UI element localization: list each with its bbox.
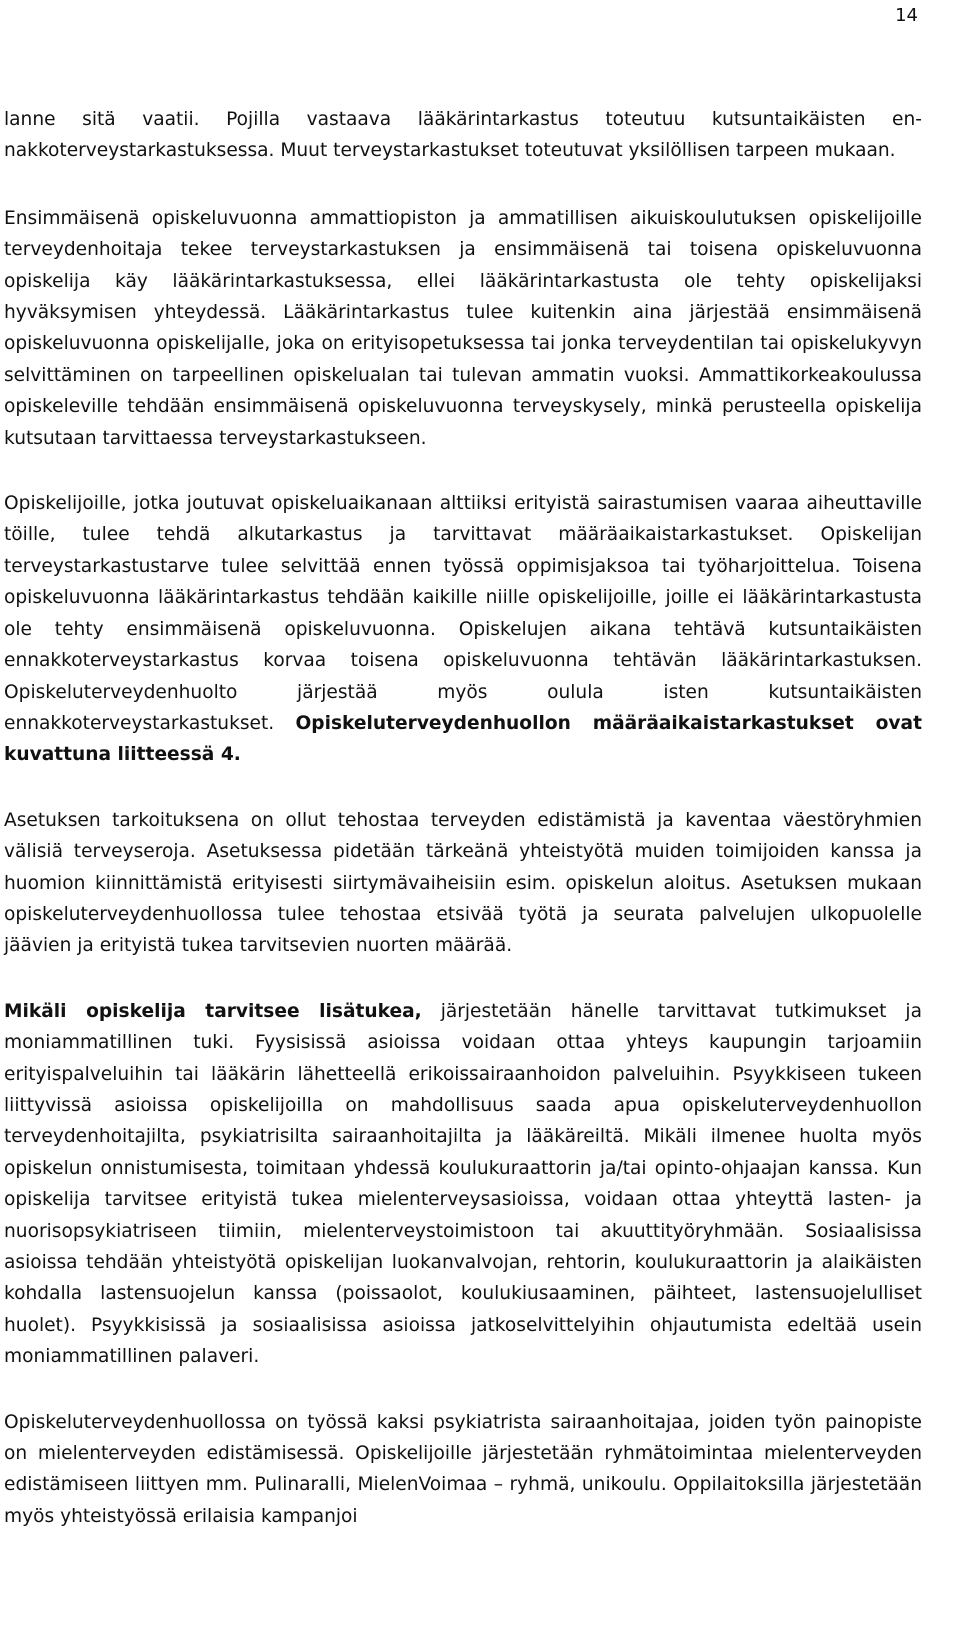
paragraph-3-text: Opiskelijoille, jotka joutuvat opiskeluaikanaan alttiiksi erityistä sairastumisen vaaraa aiheuttaville töille, tulee tehdä alkutarkastus ja tarvittavat määräaikaistarkastukset. Opiskelijan terveystarkastustarve tulee selvittää ennen työssä oppimisjaksoa tai työharjoittelua. Toisena opiskeluvuonna lääkärintarkastus tehdään kaikille niille opiskelijoille, joille ei lääkärintarkastusta ole tehty ensimmäisenä opiskeluvuonna. Opiskelujen aikana tehtävä kutsuntaikäisten ennakkoterveystarkastus korvaa toisena opiskeluvuonna tehtävän lääkärintarkastuksen. Opiskeluterveydenhuolto järjestää myös oulula isten kutsuntaikäisten ennakkoterveystarkastukset. [4, 493, 922, 734]
paragraph-3-bold: Opiskeluterveydenhuollon määräaikaistarkastukset ovat kuvattuna liitteessä 4. [4, 712, 922, 766]
page-number: 14 [895, 5, 918, 26]
paragraph-3 [4, 488, 922, 771]
paragraph-5-bold: Mikäli opiskelija tarvitsee lisätukea, [4, 1000, 422, 1022]
paragraph-4: Asetuksen tarkoituksena on ollut tehostaa terveyden edistämistä ja kaventaa väestöryhmien välisiä terveyseroja. Asetuksessa pidetään tärkeänä yhteistyötä muiden toimijoiden kanssa ja huomion kiinnittämistä erityisesti siirtymävaiheisiin esim. opiskelun aloitus. Asetuksen mukaan opiskeluterveydenhuollossa tulee tehostaa etsivää työtä ja seurata palvelujen ulkopuolelle jäävien ja erityistä tukea tarvitsevien nuorten määrää. [4, 809, 922, 957]
paragraph-5 [4, 996, 922, 1373]
document-body [4, 104, 922, 1532]
paragraph-6: Opiskeluterveydenhuollossa on työssä kaksi psykiatrista sairaanhoitajaa, joiden työn painopiste on mielenterveyden edistämisessä. Opiskelijoille järjestetään ryhmätoimintaa mielenterveyden edistämiseen liittyen mm. Pulinaralli, MielenVoimaa – ryhmä, unikoulu. Oppilaitoksilla järjestetään myös yhteistyössä erilaisia kampanjoi [4, 1411, 922, 1527]
paragraph-1: lanne sitä vaatii. Pojilla vastaava lääkärintarkastus toteutuu kutsuntaikäisten ennakkoterveystarkastuksessa. Muut terveystarkastukset toteutuvat yksilöllisen tarpeen mukaan. [4, 109, 922, 162]
paragraph-2: Ensimmäisenä opiskeluvuonna ammattiopiston ja ammatillisen aikuiskoulutuksen opiskelijoille terveydenhoitaja tekee terveystarkastuksen ja ensimmäisenä tai toisena opiskeluvuonna opiskelija käy lääkärintarkastuksessa, ellei lääkärintarkastusta ole tehty opiskelijaksi hyväksymisen yhteydessä. Lääkärintarkastus tulee kuitenkin aina järjestää ensimmäisenä opiskeluvuonna opiskelijalle, joka on erityisopetuksessa tai jonka terveydentilan tai opiskelukyvyn selvittäminen on tarpeellinen opiskelualan tai tulevan ammatin vuoksi. Ammattikorkeakoulussa opiskeleville tehdään ensimmäisenä opiskeluvuonna terveyskysely, minkä perusteella opiskelija kutsutaan tarvittaessa terveystarkastukseen. [4, 207, 922, 449]
paragraph-5-text: järjestetään hänelle tarvittavat tutkimukset ja moniammatillinen tuki. Fyysisissä asioissa voidaan ottaa yhteys kaupungin tarjoamiin erityispalveluihin tai lääkärin lähetteellä erikoissairaanhoidon palveluihin. Psyykkiseen tukeen liittyvissä asioissa opiskelijoilla on mahdollisuus saada apua opiskeluterveydenhuollon terveydenhoitajilta, psykiatrisilta sairaanhoitajilta ja lääkäreiltä. Mikäli ilmenee huolta myös opiskelun onnistumisesta, toimitaan yhdessä koulukuraattorin ja/tai opinto-ohjaajan kanssa. Kun opiskelija tarvitsee erityistä tukea mielenterveysasioissa, voidaan ottaa yhteyttä lasten- ja nuorisopsykiatriseen tiimiin, mielenterveystoimistoon tai akuuttityöryhmään. Sosiaalisissa asioissa tehdään yhteistyötä opiskelijan luokanvalvojan, rehtorin, koulukuraattorin ja alaikäisten kohdalla lastensuojelun kanssa (poissaolot, koulukiusaaminen, päihteet, lastensuojelulliset huolet). Psyykkisissä ja sosiaalisissa asioissa jatkoselvittelyihin ohjautumista edeltää usein moniammatillinen palaveri. [4, 1000, 922, 1368]
